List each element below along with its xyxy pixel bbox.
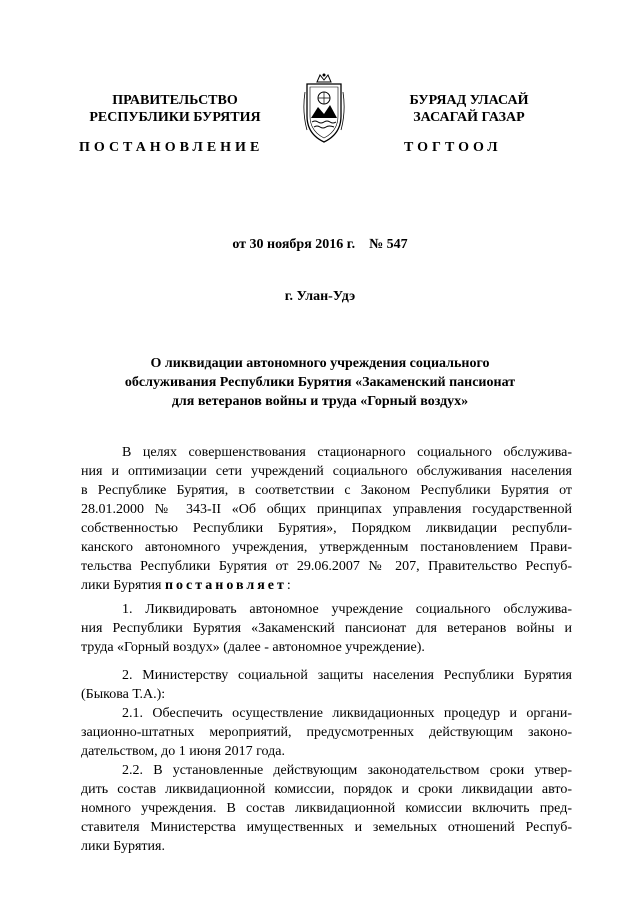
text-line: зационно-штатных мероприятий, предусмотренных действующим законо- (81, 725, 572, 740)
resolves-word: постановляет (164, 578, 287, 593)
text-line: 1. Ликвидировать автономное учреждение социального обслужива- (122, 602, 572, 617)
text-line: собственностью Республики Бурятия», Порядком ликвидации республи- (81, 521, 572, 536)
text-line: 2. Министерству социальной защиты населения Республики Бурятия (122, 668, 572, 683)
preamble-paragraph (81, 443, 572, 595)
text-line: тельства Республики Бурятия от 29.06.2007 № 207, Правительство Респуб- (81, 559, 572, 574)
text-line: канского автономного учреждения, утвержденным постановлением Прави- (81, 540, 572, 555)
date-number-line: от 30 ноября 2016 г. № 547 (232, 237, 408, 252)
text-line: в Республике Бурятия, в соответствии с Законом Республики Бурятия от (81, 483, 572, 498)
item-2-2-paragraph (81, 761, 572, 856)
text-line: труда «Горный воздух» (далее - автономное учреждение). (81, 640, 425, 655)
text-line: дательством, до 1 июня 2017 года. (81, 744, 285, 759)
item-2-1-paragraph (81, 704, 572, 761)
issuer-ru (80, 92, 270, 126)
text-line: ставителя Министерства имущественных и земельных отношений Респуб- (81, 820, 572, 835)
title-line: обслуживания Республики Бурятия «Закаменский пансионат (124, 375, 516, 390)
text-line (81, 576, 572, 595)
text-line: В целях совершенствования стационарного социального обслужива- (122, 445, 572, 460)
issuer-ru-line1: ПРАВИТЕЛЬСТВО (112, 93, 238, 108)
text-line: номного учреждения. В состав ликвидационной комиссии включить пред- (81, 801, 572, 816)
issuer-bua (374, 92, 564, 126)
text-line: ния и оптимизации сети учреждений социального обслуживания населения (81, 464, 572, 479)
emblem-icon (299, 72, 349, 146)
place-line: г. Улан-Удэ (284, 289, 356, 304)
document-title (80, 354, 560, 411)
issuer-bua-line2: ЗАСАГАЙ ГАЗАР (413, 110, 525, 125)
issuer-bua-line1: БУРЯАД УЛАСАЙ (409, 93, 529, 108)
text-line: ния Республики Бурятия «Закаменский пансионат для ветеранов войны и (81, 621, 572, 636)
issuer-ru-line2: РЕСПУБЛИКИ БУРЯТИЯ (89, 110, 261, 125)
title-line: для ветеранов войны и труда «Горный воздух» (171, 394, 469, 409)
text-line: 2.2. В установленные действующим законодательством сроки утвер- (122, 763, 572, 778)
text-fragment: : (286, 578, 291, 593)
title-line: О ликвидации автономного учреждения социального (150, 356, 490, 371)
text-line: дить состав ликвидационной комиссии, порядок и сроки ликвидации авто- (81, 782, 572, 797)
text-line: 28.01.2000 № 343-II «Об общих принципах управления государственной (81, 502, 572, 517)
doc-type-bua: ТОГТООЛ (404, 140, 502, 155)
coat-of-arms-emblem (299, 72, 349, 146)
text-line: (Быкова Т.А.): (81, 687, 166, 702)
item-1-paragraph (81, 600, 572, 657)
doc-type-ru: ПОСТАНОВЛЕНИЕ (79, 140, 264, 155)
text-fragment: лики Бурятия (81, 578, 165, 593)
text-line: лики Бурятия. (81, 839, 165, 854)
text-line: 2.1. Обеспечить осуществление ликвидационных процедур и органи- (122, 706, 572, 721)
item-2-paragraph (81, 666, 572, 704)
